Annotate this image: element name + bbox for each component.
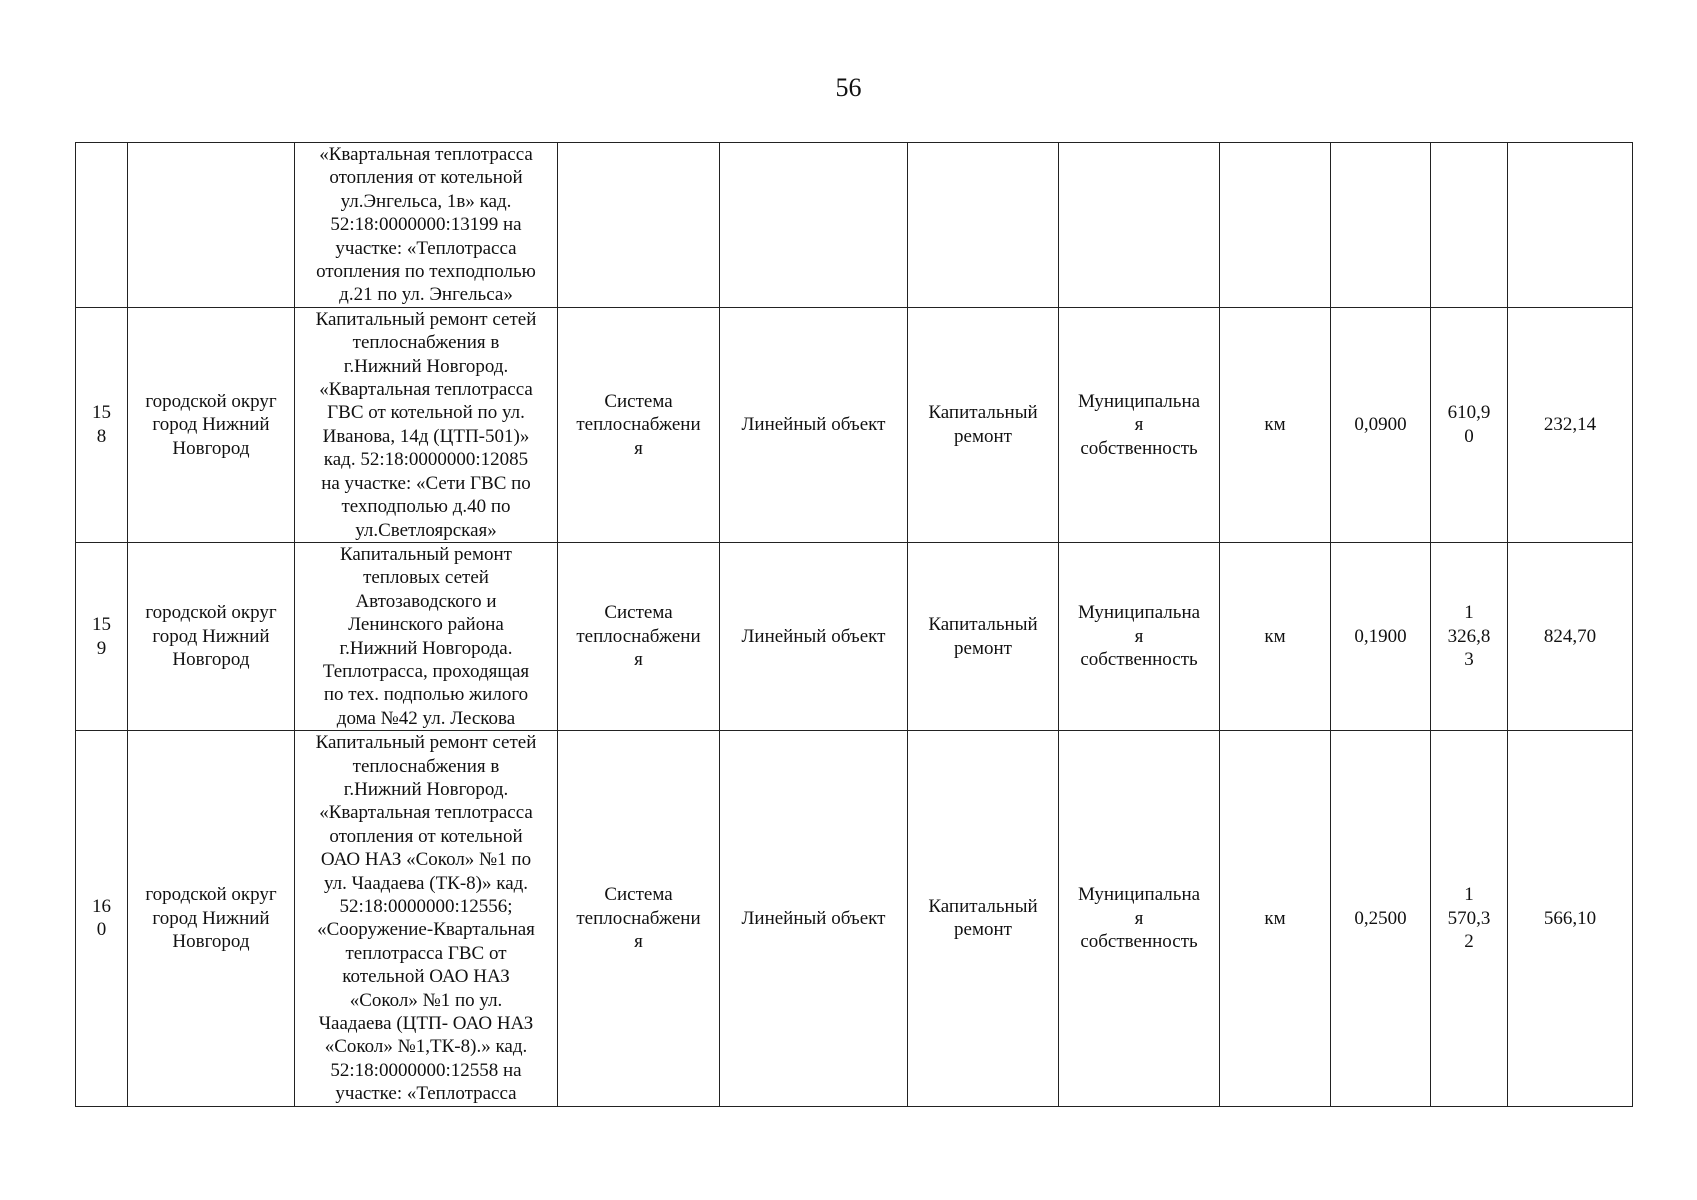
registry-table <box>75 142 1633 1107</box>
table-row <box>76 542 1633 730</box>
cell-object-type <box>720 143 908 308</box>
cell-description: Капитальный ремонт тепловых сетей Автозаводского и Ленинского района г.Нижний Новгорода. Теплотрасса, проходящая по тех. подполью жилого дома №42 ул. Лескова <box>295 542 558 730</box>
cell-system: Система теплоснабжени я <box>558 307 720 542</box>
cell-system: Система теплоснабжени я <box>558 731 720 1107</box>
cell-length <box>1331 143 1431 308</box>
cell-work-type: Капитальный ремонт <box>908 731 1059 1107</box>
cell-number <box>76 143 128 308</box>
table-row <box>76 307 1633 542</box>
cell-system: Система теплоснабжени я <box>558 542 720 730</box>
cell-municipality <box>128 143 295 308</box>
table-row <box>76 731 1633 1107</box>
cell-work-type: Капитальный ремонт <box>908 307 1059 542</box>
cell-ownership: Муниципальна я собственность <box>1059 542 1220 730</box>
cell-length: 0,1900 <box>1331 542 1431 730</box>
cell-description: Капитальный ремонт сетей теплоснабжения в г.Нижний Новгород. «Квартальная теплотрасса отопления от котельной ОАО НАЗ «Сокол» №1 по ул. Чаадаева (ТК-8)» кад. 52:18:0000000:12556; «Сооружение-Квартальная теплотрасса ГВС от котельной ОАО НАЗ «Сокол» №1 по ул. Чаадаева (ЦТП- ОАО НАЗ «Сокол» №1,ТК-8).» кад. 52:18:0000000:12558 на участке: «Теплотрасса <box>295 731 558 1107</box>
cell-work-type: Капитальный ремонт <box>908 542 1059 730</box>
cell-description: Капитальный ремонт сетей теплоснабжения в г.Нижний Новгород. «Квартальная теплотрасса ГВС от котельной по ул. Иванова, 14д (ЦТП-501)» кад. 52:18:0000000:12085 на участке: «Сети ГВС по техподполью д.40 по ул.Светлоярская» <box>295 307 558 542</box>
cell-amount: 566,10 <box>1508 731 1633 1107</box>
cell-description: «Квартальная теплотрасса отопления от котельной ул.Энгельса, 1в» кад. 52:18:0000000:13199 на участке: «Теплотрасса отопления по техподполью д.21 по ул. Энгельса» <box>295 143 558 308</box>
cell-object-type: Линейный объект <box>720 731 908 1107</box>
table-row <box>76 143 1633 308</box>
cell-amount <box>1508 143 1633 308</box>
cell-system <box>558 143 720 308</box>
cell-unit: км <box>1220 731 1331 1107</box>
cell-length: 0,2500 <box>1331 731 1431 1107</box>
cell-municipality: городской округ город Нижний Новгород <box>128 731 295 1107</box>
cell-ownership: Муниципальна я собственность <box>1059 731 1220 1107</box>
cell-cost: 1 570,3 2 <box>1431 731 1508 1107</box>
cell-cost <box>1431 143 1508 308</box>
cell-unit: км <box>1220 542 1331 730</box>
cell-ownership: Муниципальна я собственность <box>1059 307 1220 542</box>
cell-ownership <box>1059 143 1220 308</box>
cell-number: 16 0 <box>76 731 128 1107</box>
page-number: 56 <box>835 73 862 102</box>
cell-work-type <box>908 143 1059 308</box>
cell-length: 0,0900 <box>1331 307 1431 542</box>
cell-cost: 1 326,8 3 <box>1431 542 1508 730</box>
cell-number: 15 8 <box>76 307 128 542</box>
cell-unit <box>1220 143 1331 308</box>
cell-unit: км <box>1220 307 1331 542</box>
cell-amount: 824,70 <box>1508 542 1633 730</box>
cell-object-type: Линейный объект <box>720 307 908 542</box>
cell-cost: 610,9 0 <box>1431 307 1508 542</box>
cell-object-type: Линейный объект <box>720 542 908 730</box>
cell-number: 15 9 <box>76 542 128 730</box>
cell-municipality: городской округ город Нижний Новгород <box>128 542 295 730</box>
cell-municipality: городской округ город Нижний Новгород <box>128 307 295 542</box>
cell-amount: 232,14 <box>1508 307 1633 542</box>
